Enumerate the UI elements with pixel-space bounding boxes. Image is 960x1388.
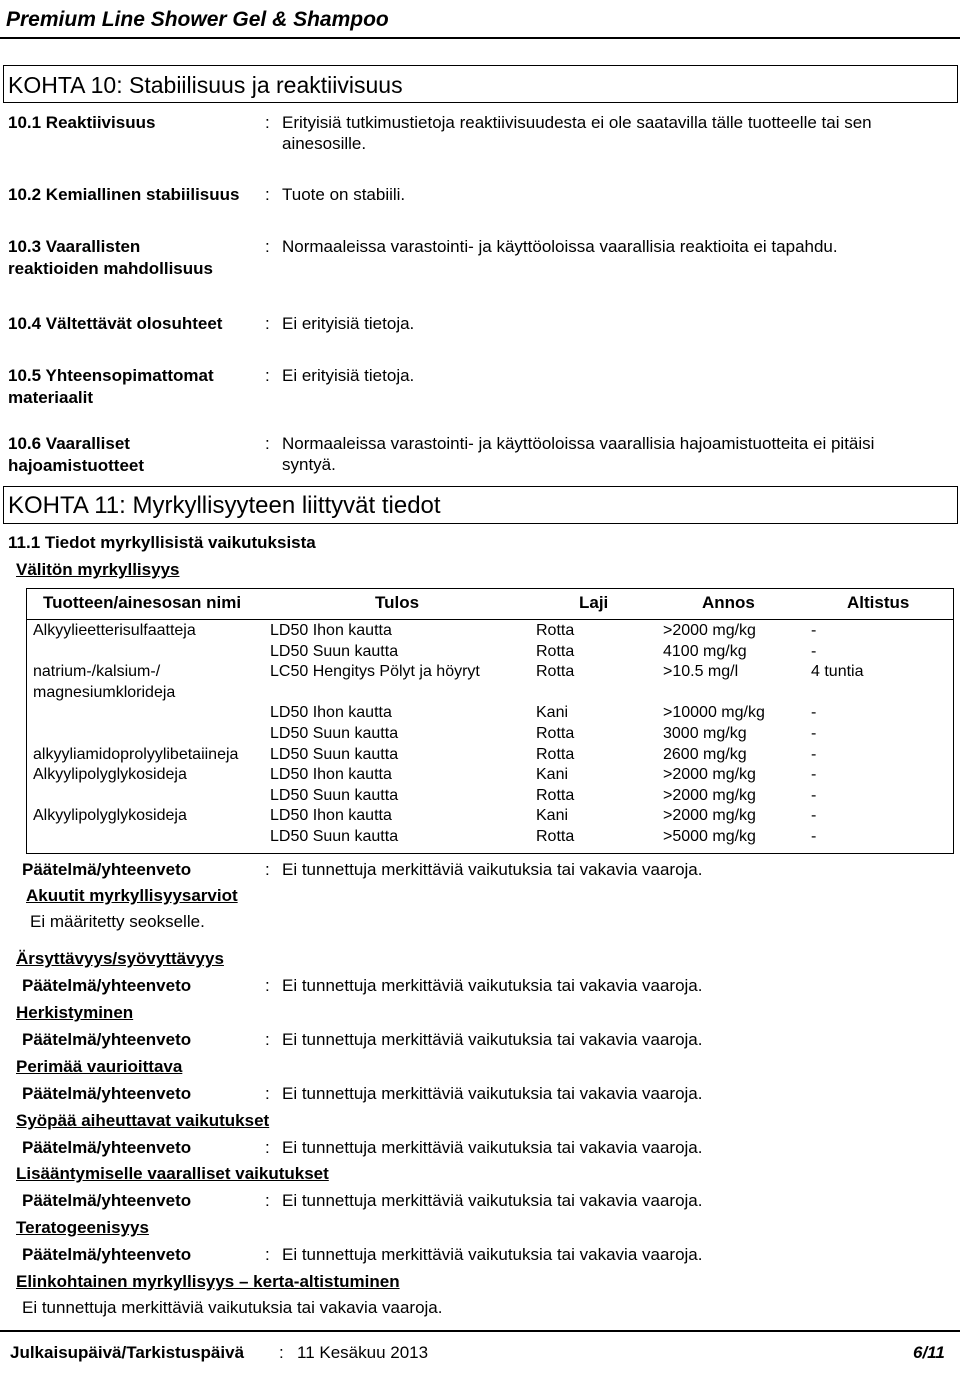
item-10-1-label: 10.1 Reaktiivisuus	[8, 113, 156, 132]
acute-estimates-heading: Akuutit myrkyllisyysarviot	[26, 886, 238, 905]
cell-result: LD50 Ihon kautta	[270, 766, 392, 783]
item-10-5-text: Ei erityisiä tietoja.	[282, 366, 415, 385]
hazard-conclusion-label: Päätelmä/yhteenveto	[22, 976, 192, 995]
cell-name: natrium-/kalsium-/	[33, 663, 161, 680]
stot-text: Ei tunnettuja merkittäviä vaikutuksia tai vakavia vaaroja.	[22, 1298, 443, 1317]
item-10-3-label-2: reaktioiden mahdollisuus	[8, 259, 213, 278]
col-header-dose: Annos	[702, 593, 755, 612]
hazard-conclusion-text: Ei tunnettuja merkittäviä vaikutuksia tai vakavia vaaroja.	[282, 1191, 703, 1210]
cell-result: LD50 Suun kautta	[270, 787, 399, 804]
cell-result: LD50 Suun kautta	[270, 828, 399, 845]
colon: :	[265, 113, 270, 132]
cell-species: Kani	[536, 766, 569, 783]
cell-exposure: -	[811, 828, 817, 845]
item-10-2-label: 10.2 Kemiallinen stabiilisuus	[8, 185, 240, 204]
hazard-heading: Lisääntymiselle vaaralliset vaikutukset	[16, 1164, 329, 1183]
cell-dose: 2600 mg/kg	[663, 746, 747, 763]
acute-estimates-text: Ei määritetty seokselle.	[30, 912, 205, 931]
cell-name: alkyyliamidoprolyylibetaiineja	[33, 746, 239, 763]
cell-species: Rotta	[536, 622, 575, 639]
hazard-conclusion-label: Päätelmä/yhteenveto	[22, 1245, 192, 1264]
cell-dose: 3000 mg/kg	[663, 725, 747, 742]
cell-result: LD50 Suun kautta	[270, 725, 399, 742]
cell-dose: >2000 mg/kg	[663, 787, 756, 804]
item-10-1-text-1: Erityisiä tutkimustietoja reaktiivisuudesta ei ole saatavilla tälle tuotteelle tai sen	[282, 113, 872, 132]
cell-result: LD50 Ihon kautta	[270, 807, 392, 824]
footer-label: Julkaisupäivä/Tarkistuspäivä	[10, 1343, 245, 1362]
item-10-6-label-2: hajoamistuotteet	[8, 456, 145, 475]
cell-species: Rotta	[536, 787, 575, 804]
colon: :	[265, 185, 270, 204]
conclusion-text: Ei tunnettuja merkittäviä vaikutuksia tai vakavia vaaroja.	[282, 860, 703, 879]
cell-exposure: -	[811, 643, 817, 660]
section-10-heading: KOHTA 10: Stabiilisuus ja reaktiivisuus	[8, 72, 403, 98]
cell-result: LD50 Suun kautta	[270, 746, 399, 763]
hazard-conclusion-text: Ei tunnettuja merkittäviä vaikutuksia tai vakavia vaaroja.	[282, 1030, 703, 1049]
hazard-conclusion-label: Päätelmä/yhteenveto	[22, 1030, 192, 1049]
conclusion-label: Päätelmä/yhteenveto	[22, 860, 192, 879]
footer-colon: :	[279, 1343, 284, 1362]
cell-result: LD50 Ihon kautta	[270, 622, 392, 639]
section-11-1-heading: 11.1 Tiedot myrkyllisistä vaikutuksista	[8, 533, 316, 552]
cell-exposure: -	[811, 622, 817, 639]
cell-species: Rotta	[536, 643, 575, 660]
cell-species: Kani	[536, 807, 569, 824]
cell-exposure: -	[811, 725, 817, 742]
item-10-1-text-2: ainesosille.	[282, 134, 367, 153]
col-header-result: Tulos	[375, 593, 420, 612]
col-header-species: Laji	[579, 593, 609, 612]
colon: :	[265, 1191, 270, 1210]
cell-species: Rotta	[536, 746, 575, 763]
hazard-heading: Teratogeenisyys	[16, 1218, 149, 1237]
colon: :	[265, 976, 270, 995]
hazard-conclusion-text: Ei tunnettuja merkittäviä vaikutuksia tai vakavia vaaroja.	[282, 1084, 703, 1103]
cell-result: LC50 Hengitys Pölyt ja höyryt	[270, 663, 480, 680]
title-divider	[0, 37, 960, 39]
stot-heading: Elinkohtainen myrkyllisyys – kerta-altistuminen	[16, 1272, 400, 1291]
cell-name: Alkyylieetterisulfaatteja	[33, 622, 196, 639]
item-10-3-label-1: 10.3 Vaarallisten	[8, 237, 141, 256]
hazard-conclusion-label: Päätelmä/yhteenveto	[22, 1191, 192, 1210]
item-10-6-label-1: 10.6 Vaaralliset	[8, 434, 130, 453]
hazard-conclusion-label: Päätelmä/yhteenveto	[22, 1138, 192, 1157]
colon: :	[265, 434, 270, 453]
cell-name: magnesiumklorideja	[33, 684, 176, 701]
colon: :	[265, 1245, 270, 1264]
cell-species: Rotta	[536, 725, 575, 742]
colon: :	[265, 1138, 270, 1157]
hazard-conclusion-label: Päätelmä/yhteenveto	[22, 1084, 192, 1103]
cell-dose: >2000 mg/kg	[663, 807, 756, 824]
cell-result: LD50 Suun kautta	[270, 643, 399, 660]
document-title: Premium Line Shower Gel & Shampoo	[6, 8, 389, 31]
cell-name: Alkyylipolyglykosideja	[33, 766, 187, 783]
footer-date: 11 Kesäkuu 2013	[297, 1343, 429, 1362]
item-10-6-text-1: Normaaleissa varastointi- ja käyttöoloissa vaarallisia hajoamistuotteita ei pitäisi	[282, 434, 875, 453]
cell-exposure: -	[811, 766, 817, 783]
cell-species: Rotta	[536, 663, 575, 680]
colon: :	[265, 366, 270, 385]
cell-exposure: -	[811, 746, 817, 763]
item-10-6-text-2: syntyä.	[282, 455, 336, 474]
cell-species: Kani	[536, 704, 569, 721]
hazard-conclusion-text: Ei tunnettuja merkittäviä vaikutuksia tai vakavia vaaroja.	[282, 1245, 703, 1264]
cell-dose: 4100 mg/kg	[663, 643, 747, 660]
hazard-heading: Ärsyttävyys/syövyttävyys	[16, 949, 224, 968]
cell-exposure: 4 tuntia	[811, 663, 864, 680]
hazard-heading: Perimää vaurioittava	[16, 1057, 183, 1076]
colon: :	[265, 237, 270, 256]
cell-name: Alkyylipolyglykosideja	[33, 807, 187, 824]
hazard-heading: Herkistyminen	[16, 1003, 134, 1022]
hazard-conclusion-text: Ei tunnettuja merkittäviä vaikutuksia tai vakavia vaaroja.	[282, 1138, 703, 1157]
cell-exposure: -	[811, 704, 817, 721]
item-10-5-label-1: 10.5 Yhteensopimattomat	[8, 366, 214, 385]
item-10-4-label: 10.4 Vältettävät olosuhteet	[8, 314, 223, 333]
cell-dose: >5000 mg/kg	[663, 828, 756, 845]
cell-result: LD50 Ihon kautta	[270, 704, 392, 721]
section-11-heading: KOHTA 11: Myrkyllisyyteen liittyvät tiedot	[8, 492, 441, 519]
item-10-5-label-2: materiaalit	[8, 388, 94, 407]
hazard-heading: Syöpää aiheuttavat vaikutukset	[16, 1111, 270, 1130]
cell-exposure: -	[811, 807, 817, 824]
item-10-3-text: Normaaleissa varastointi- ja käyttöoloissa vaarallisia reaktioita ei tapahdu.	[282, 237, 838, 256]
col-header-name: Tuotteen/ainesosan nimi	[43, 593, 242, 612]
table-header-divider	[26, 619, 954, 620]
colon: :	[265, 314, 270, 333]
colon: :	[265, 1030, 270, 1049]
col-header-exposure: Altistus	[847, 593, 910, 612]
cell-exposure: -	[811, 787, 817, 804]
cell-dose: >2000 mg/kg	[663, 766, 756, 783]
item-10-2-text: Tuote on stabiili.	[282, 185, 406, 204]
acute-toxicity-heading: Välitön myrkyllisyys	[16, 560, 180, 579]
hazard-conclusion-text: Ei tunnettuja merkittäviä vaikutuksia tai vakavia vaaroja.	[282, 976, 703, 995]
footer-divider	[0, 1330, 960, 1332]
page-number: 6/11	[913, 1343, 945, 1362]
cell-dose: >10000 mg/kg	[663, 704, 765, 721]
cell-dose: >2000 mg/kg	[663, 622, 756, 639]
item-10-4-text: Ei erityisiä tietoja.	[282, 314, 415, 333]
cell-species: Rotta	[536, 828, 575, 845]
cell-dose: >10.5 mg/l	[663, 663, 739, 680]
colon: :	[265, 860, 270, 879]
colon: :	[265, 1084, 270, 1103]
